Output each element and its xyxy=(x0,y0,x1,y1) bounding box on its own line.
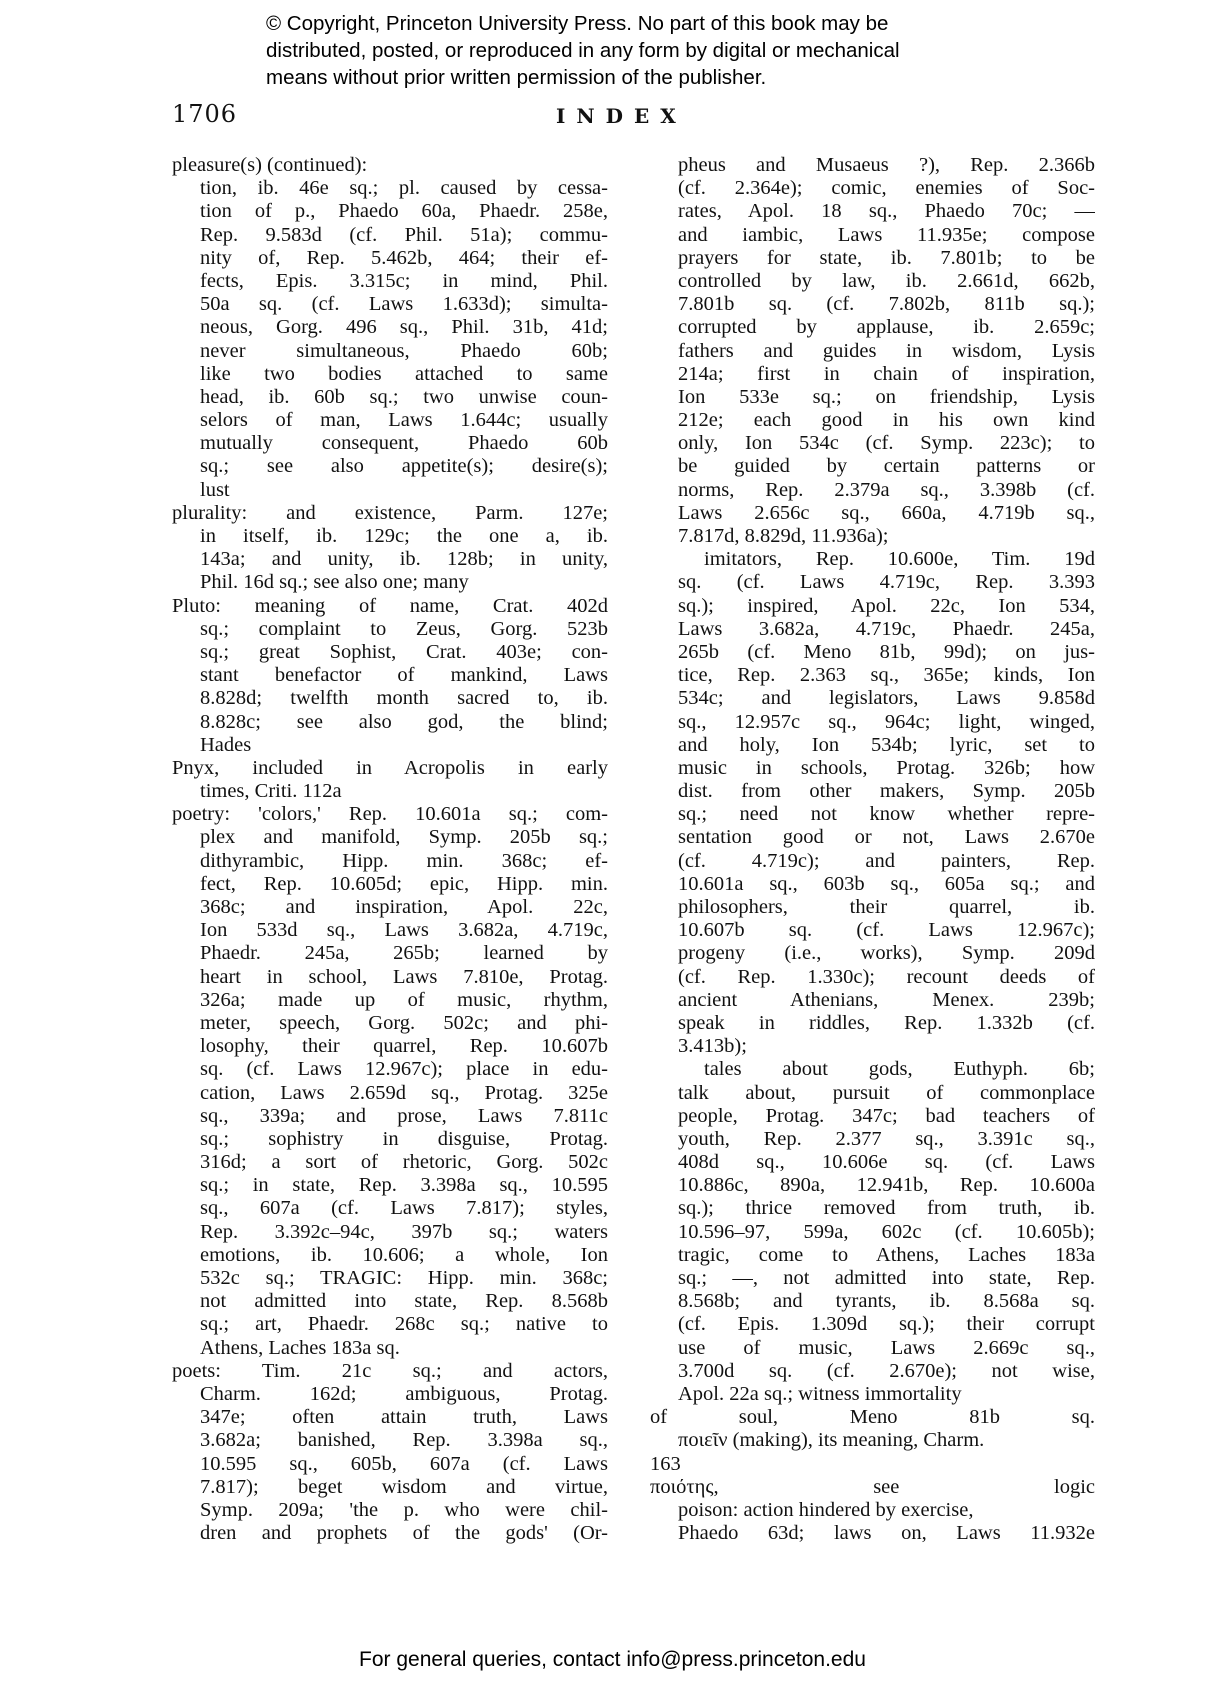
index-line: sq.; great Sophist, Crat. 403e; con- xyxy=(200,640,608,663)
index-line: Charm. 162d; ambiguous, Protag. xyxy=(200,1382,608,1405)
index-line: (cf. 4.719c); and painters, Rep. xyxy=(678,849,1095,872)
index-line: progeny (i.e., works), Symp. 209d xyxy=(678,942,1095,965)
index-line: fect, Rep. 10.605d; epic, Hipp. min. xyxy=(200,872,608,895)
index-line: 326a; made up of music, rhythm, xyxy=(200,988,608,1011)
index-line: use of music, Laws 2.669c sq., xyxy=(678,1336,1095,1359)
index-line: poetry: 'colors,' Rep. 10.601a sq.; com- xyxy=(172,803,608,826)
index-line: mutually consequent, Phaedo 60b xyxy=(200,432,608,455)
index-line: Hades xyxy=(200,733,252,756)
index-line: sq., 607a (cf. Laws 7.817); styles, xyxy=(200,1197,608,1220)
index-line: ποιότης, see logic xyxy=(650,1475,1095,1498)
index-line: Phaedr. 245a, 265b; learned by xyxy=(200,942,608,965)
index-line: philosophers, their quarrel, ib. xyxy=(678,896,1095,918)
index-line: sq.; need not know whether repre- xyxy=(678,803,1095,826)
index-line: 163 xyxy=(650,1452,681,1475)
index-line: sq.); thrice removed from truth, ib. xyxy=(678,1197,1095,1220)
index-line: heart in school, Laws 7.810e, Protag. xyxy=(200,965,608,988)
index-line: Rep. 3.392c–94c, 397b sq.; waters xyxy=(200,1220,608,1243)
index-line: losophy, their quarrel, Rep. 10.607b xyxy=(200,1035,608,1058)
index-line: selors of man, Laws 1.644c; usually xyxy=(200,409,608,432)
index-line: music in schools, Protag. 326b; how xyxy=(678,756,1095,779)
index-line: 214a; first in chain of inspiration, xyxy=(678,362,1095,385)
index-line: and holy, Ion 534b; lyric, set to xyxy=(678,733,1095,756)
index-line: Phil. 16d sq.; see also one; many xyxy=(200,571,469,594)
index-line: fathers and guides in wisdom, Lysis xyxy=(678,339,1095,362)
index-line: dithyrambic, Hipp. min. 368c; ef- xyxy=(200,849,608,872)
index-line: ποιεῖν (making), its meaning, Charm. xyxy=(678,1429,985,1452)
index-line: sq.); inspired, Apol. 22c, Ion 534, xyxy=(678,594,1095,617)
index-line: 50a sq. (cf. Laws 1.633d); simulta- xyxy=(200,293,608,316)
index-line: youth, Rep. 2.377 sq., 3.391c sq., xyxy=(678,1127,1095,1150)
index-line: rates, Apol. 18 sq., Phaedo 70c; — xyxy=(678,200,1095,223)
index-line: Symp. 209a; 'the p. who were chil- xyxy=(200,1498,608,1521)
index-line: 10.601a sq., 603b sq., 605a sq.; and xyxy=(678,872,1095,895)
copyright-notice xyxy=(266,10,1026,91)
index-line: dist. from other makers, Symp. 205b xyxy=(678,780,1095,803)
page-number: 1706 xyxy=(172,100,238,128)
index-line: 265b (cf. Meno 81b, 99d); on jus- xyxy=(678,640,1095,663)
index-line: 534c; and legislators, Laws 9.858d xyxy=(678,687,1095,710)
index-line: poets: Tim. 21c sq.; and actors, xyxy=(172,1359,608,1382)
index-line: tales about gods, Euthyph. 6b; xyxy=(704,1058,1095,1081)
index-line: lust xyxy=(200,478,230,501)
index-line: (cf. 2.364e); comic, enemies of Soc- xyxy=(678,177,1095,200)
index-line: 7.817); beget wisdom and virtue, xyxy=(200,1475,608,1498)
index-line: plex and manifold, Symp. 205b sq.; xyxy=(200,826,608,849)
footer-contact: For general queries, contact info@press.princeton.edu xyxy=(359,1648,866,1671)
index-line: tice, Rep. 2.363 sq., 365e; kinds, Ion xyxy=(678,664,1095,687)
index-line: speak in riddles, Rep. 1.332b (cf. xyxy=(678,1011,1095,1034)
index-line: sq.; sophistry in disguise, Protag. xyxy=(200,1127,608,1150)
index-line: only, Ion 534c (cf. Symp. 223c); to xyxy=(678,432,1095,455)
index-line: tragic, come to Athens, Laches 183a xyxy=(678,1243,1095,1266)
index-line: (cf. Rep. 1.330c); recount deeds of xyxy=(678,965,1095,988)
index-line: 8.828d; twelfth month sacred to, ib. xyxy=(200,687,608,710)
index-line: 3.682a; banished, Rep. 3.398a sq., xyxy=(200,1429,608,1452)
index-line: dren and prophets of the gods' (Or- xyxy=(200,1522,608,1545)
index-line: Laws 3.682a, 4.719c, Phaedr. 245a, xyxy=(678,617,1095,640)
index-line: 212e; each good in his own kind xyxy=(678,409,1095,432)
index-line: fects, Epis. 3.315c; in mind, Phil. xyxy=(200,269,608,292)
index-line: norms, Rep. 2.379a sq., 3.398b (cf. xyxy=(678,478,1095,501)
index-line: sq., 339a; and prose, Laws 7.811c xyxy=(200,1104,608,1127)
index-line: ancient Athenians, Menex. 239b; xyxy=(678,988,1095,1011)
index-line: 368c; and inspiration, Apol. 22c, xyxy=(200,896,608,918)
index-line: Pluto: meaning of name, Crat. 402d xyxy=(172,594,608,617)
index-line: pleasure(s) (continued): xyxy=(172,154,368,176)
index-line: controlled by law, ib. 2.661d, 662b, xyxy=(678,269,1095,292)
index-line: people, Protag. 347c; bad teachers of xyxy=(678,1104,1095,1127)
index-line: 8.828c; see also god, the blind; xyxy=(200,710,608,733)
index-line: 8.568b; and tyrants, ib. 8.568a sq. xyxy=(678,1290,1095,1313)
index-line: Phaedo 63d; laws on, Laws 11.932e xyxy=(678,1522,1095,1545)
index-line: of soul, Meno 81b sq. xyxy=(650,1406,1095,1429)
index-line: 7.817d, 8.829d, 11.936a); xyxy=(678,525,889,547)
index-line: 10.886c, 890a, 12.941b, Rep. 10.600a xyxy=(678,1174,1095,1197)
index-line: 3.413b); xyxy=(678,1035,747,1058)
index-line: 10.596–97, 599a, 602c (cf. 10.605b); xyxy=(678,1220,1095,1243)
index-line: neous, Gorg. 496 sq., Phil. 31b, 41d; xyxy=(200,316,608,339)
index-line: Pnyx, included in Acropolis in early xyxy=(172,756,608,779)
index-column-right xyxy=(650,154,1095,1545)
index-line: Ion 533d sq., Laws 3.682a, 4.719c, xyxy=(200,919,608,942)
index-line: nity of, Rep. 5.462b, 464; their ef- xyxy=(200,246,608,269)
index-line: Apol. 22a sq.; witness immortality xyxy=(678,1382,962,1405)
index-line: sq.; complaint to Zeus, Gorg. 523b xyxy=(200,617,608,640)
index-line: stant benefactor of mankind, Laws xyxy=(200,664,608,687)
index-line: in itself, ib. 129c; the one a, ib. xyxy=(200,525,608,547)
index-line: Ion 533e sq.; on friendship, Lysis xyxy=(678,385,1095,408)
index-line: pheus and Musaeus ?), Rep. 2.366b xyxy=(678,154,1095,176)
index-line: 10.595 sq., 605b, 607a (cf. Laws xyxy=(200,1452,608,1475)
index-line: emotions, ib. 10.606; a whole, Ion xyxy=(200,1243,608,1266)
index-line: corrupted by applause, ib. 2.659c; xyxy=(678,316,1095,339)
index-line: be guided by certain patterns or xyxy=(678,455,1095,478)
index-line: tion of p., Phaedo 60a, Phaedr. 258e, xyxy=(200,200,608,223)
index-line: 408d sq., 10.606e sq. (cf. Laws xyxy=(678,1151,1095,1174)
index-line: sq.; —, not admitted into state, Rep. xyxy=(678,1267,1095,1289)
index-line: sq. (cf. Laws 4.719c, Rep. 3.393 xyxy=(678,571,1095,594)
index-line: sq., 12.957c sq., 964c; light, winged, xyxy=(678,710,1095,733)
index-line: 10.607b sq. (cf. Laws 12.967c); xyxy=(678,919,1095,942)
index-line: 3.700d sq. (cf. 2.670e); not wise, xyxy=(678,1359,1095,1382)
index-line: not admitted into state, Rep. 8.568b xyxy=(200,1290,608,1313)
index-line: poison: action hindered by exercise, xyxy=(678,1498,974,1521)
index-line: sq.; art, Phaedr. 268c sq.; native to xyxy=(200,1313,608,1336)
index-line: Laws 2.656c sq., 660a, 4.719b sq., xyxy=(678,501,1095,524)
index-line: never simultaneous, Phaedo 60b; xyxy=(200,339,608,362)
index-line: tion, ib. 46e sq.; pl. caused by cessa- xyxy=(200,177,608,200)
index-line: sentation good or not, Laws 2.670e xyxy=(678,826,1095,849)
index-line: prayers for state, ib. 7.801b; to be xyxy=(678,246,1095,269)
index-line: head, ib. 60b sq.; two unwise coun- xyxy=(200,385,608,408)
page-title: INDEX xyxy=(556,104,687,128)
index-line: sq.; see also appetite(s); desire(s); xyxy=(200,455,608,478)
index-line: sq.; in state, Rep. 3.398a sq., 10.595 xyxy=(200,1174,608,1197)
index-line: talk about, pursuit of commonplace xyxy=(678,1081,1095,1104)
copyright-line: © Copyright, Princeton University Press. No part of this book may be xyxy=(266,12,889,35)
index-line: sq. (cf. Laws 12.967c); place in edu- xyxy=(200,1058,608,1081)
copyright-line: means without prior written permission of the publisher. xyxy=(266,66,767,89)
index-line: like two bodies attached to same xyxy=(200,362,608,385)
index-line: 347e; often attain truth, Laws xyxy=(200,1406,608,1429)
index-line: plurality: and existence, Parm. 127e; xyxy=(172,501,608,524)
index-line: (cf. Epis. 1.309d sq.); their corrupt xyxy=(678,1313,1095,1336)
index-line: meter, speech, Gorg. 502c; and phi- xyxy=(200,1011,608,1034)
copyright-line: distributed, posted, or reproduced in any form by digital or mechanical xyxy=(266,39,900,62)
index-line: Rep. 9.583d (cf. Phil. 51a); commu- xyxy=(200,223,608,246)
index-line: times, Criti. 112a xyxy=(200,780,342,803)
index-line: 316d; a sort of rhetoric, Gorg. 502c xyxy=(200,1151,608,1174)
index-line: imitators, Rep. 10.600e, Tim. 19d xyxy=(704,548,1095,571)
index-line: 143a; and unity, ib. 128b; in unity, xyxy=(200,548,608,571)
index-column-left xyxy=(172,154,608,1545)
index-line: cation, Laws 2.659d sq., Protag. 325e xyxy=(200,1081,608,1104)
index-line: 532c sq.; TRAGIC: Hipp. min. 368c; xyxy=(200,1267,608,1289)
index-line: and iambic, Laws 11.935e; compose xyxy=(678,223,1095,246)
index-line: Athens, Laches 183a sq. xyxy=(200,1336,400,1359)
index-line: 7.801b sq. (cf. 7.802b, 811b sq.); xyxy=(678,293,1095,316)
